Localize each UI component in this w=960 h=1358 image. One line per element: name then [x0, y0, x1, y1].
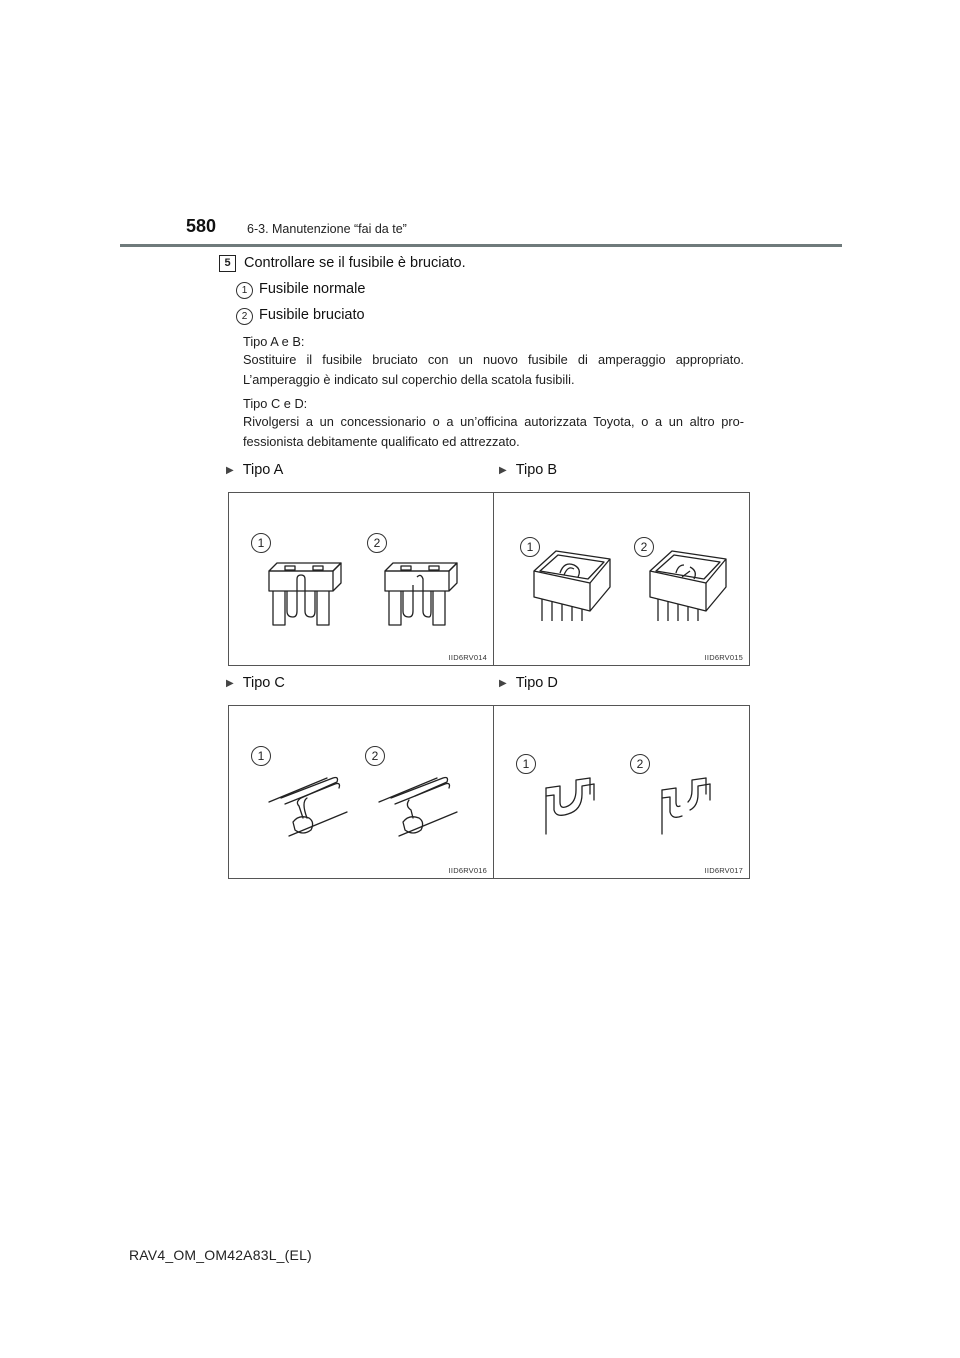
page-number: 580: [186, 216, 217, 236]
paragraph-text: Sostituire il fusibile bruciato con un nuovo fusibile di amperaggio appropriato. L’amperaggio è indicato sul coperchio della scatola fusibili.: [243, 352, 744, 387]
figure-callout-2: 2: [634, 537, 654, 557]
figure-callout-2: 2: [365, 746, 385, 766]
section-title: 6-3. Manutenzione “fai da te”: [247, 222, 407, 236]
triangle-bullet-icon: ▶: [226, 678, 234, 689]
figure-callout-1: 1: [251, 746, 271, 766]
figure-label-tipo-a: ▶ Tipo A: [226, 462, 284, 478]
figure-callout-1: 1: [251, 533, 271, 553]
header-rule: [120, 244, 842, 247]
figure-label-tipo-c: ▶ Tipo C: [226, 675, 285, 691]
item-text: Fusibile bruciato: [259, 307, 365, 323]
figure-callout-2: 2: [367, 533, 387, 553]
cartridge-fuse-illustration-icon: [494, 493, 751, 667]
item-text: Fusibile normale: [259, 281, 366, 297]
paragraph-heading: Tipo A e B:: [243, 334, 305, 349]
figure-code: IID6RV017: [704, 866, 743, 875]
figure-label-tipo-b: ▶ Tipo B: [499, 462, 558, 478]
blade-fuse-illustration-icon: [229, 493, 495, 667]
figure-callout-1: 1: [520, 537, 540, 557]
item-number-badge: 1: [236, 282, 253, 299]
figure-label-tipo-d: ▶ Tipo D: [499, 675, 558, 691]
fusible-link-illustration-icon: [229, 706, 495, 880]
step-number-badge: 5: [219, 255, 236, 272]
figure-code: IID6RV015: [704, 653, 743, 662]
step-text: Controllare se il fusibile è bruciato.: [244, 255, 466, 271]
triangle-bullet-icon: ▶: [499, 678, 507, 689]
figure-code: IID6RV016: [448, 866, 487, 875]
figure-callout-1: 1: [516, 754, 536, 774]
document-code: RAV4_OM_OM42A83L_(EL): [129, 1247, 312, 1263]
triangle-bullet-icon: ▶: [499, 465, 507, 476]
paragraph-heading: Tipo C e D:: [243, 396, 308, 411]
strip-fuse-illustration-icon: [494, 706, 751, 880]
triangle-bullet-icon: ▶: [226, 465, 234, 476]
figure-tipo-b: [493, 492, 750, 666]
figure-code: IID6RV014: [448, 653, 487, 662]
figure-tipo-a: [228, 492, 494, 666]
figure-tipo-d: [493, 705, 750, 879]
paragraph-text: Rivolgersi a un concessionario o a un’officina autorizzata Toyota, o a un altro pro-fessionista debitamente qualificato ed attrezzato.: [243, 414, 744, 449]
item-number-badge: 2: [236, 308, 253, 325]
figure-tipo-c: [228, 705, 494, 879]
figure-callout-2: 2: [630, 754, 650, 774]
